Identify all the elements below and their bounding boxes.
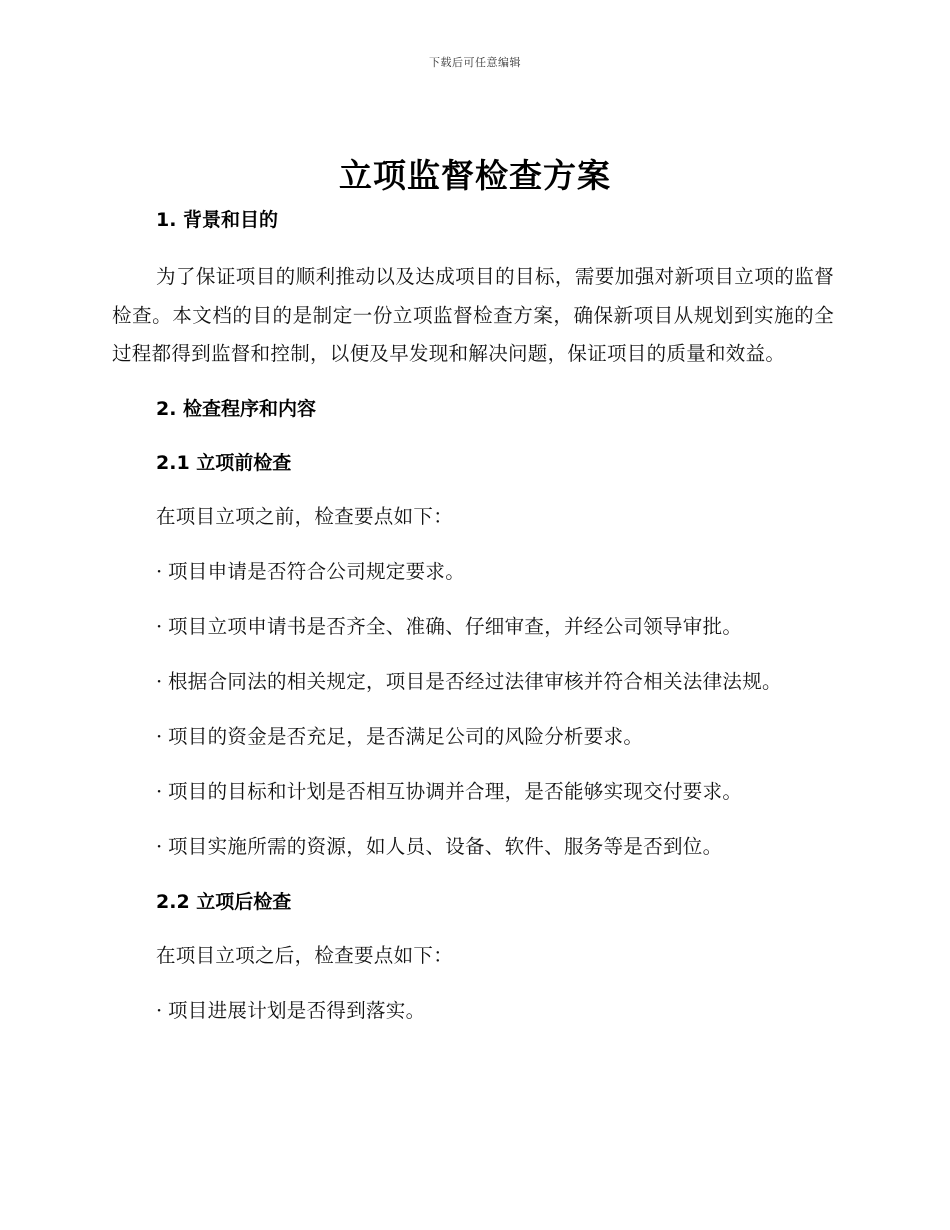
bullet-icon: · — [156, 998, 163, 1022]
section-intro-2-1: 在项目立项之前，检查要点如下： — [156, 504, 454, 528]
section-heading-2: 2. 检查程序和内容 — [156, 397, 317, 420]
bullet-icon: · — [156, 559, 163, 583]
bullet-icon: · — [156, 779, 163, 803]
list-item: · 项目立项申请书是否齐全、准确、仔细审查，并经公司领导审批。 — [112, 609, 834, 645]
header-note: 下载后可任意编辑 — [429, 56, 521, 69]
section-intro-2-2: 在项目立项之后，检查要点如下： — [156, 943, 454, 967]
bullet-icon: · — [156, 834, 163, 858]
list-item: · 项目实施所需的资源，如人员、设备、软件、服务等是否到位。 — [112, 829, 834, 865]
list-item: · 项目申请是否符合公司规定要求。 — [112, 554, 834, 590]
list-item: · 项目的目标和计划是否相互协调并合理，是否能够实现交付要求。 — [112, 774, 834, 810]
list-item: · 项目的资金是否充足，是否满足公司的风险分析要求。 — [112, 719, 834, 755]
section-paragraph-1: 为了保证项目的顺利推动以及达成项目的目标，需要加强对新项目立项的监督检查。本文档的目的是制定一份立项监督检查方案，确保新项目从规划到实施的全过程都得到监督和控制，以便及早发现和解决问题，保证项目的质量和效益。 — [112, 265, 834, 365]
bullet-icon: · — [156, 614, 163, 638]
bullet-icon: · — [156, 724, 163, 748]
section-heading-2-1: 2.1 立项前检查 — [156, 451, 292, 474]
section-heading-2-2: 2.2 立项后检查 — [156, 890, 292, 913]
section-heading-1: 1. 背景和目的 — [156, 209, 279, 231]
document-body — [112, 202, 834, 1048]
list-item: · 项目进展计划是否得到落实。 — [112, 993, 834, 1029]
list-item: · 根据合同法的相关规定，项目是否经过法律审核并符合相关法律法规。 — [112, 664, 834, 700]
document-title: 立项监督检查方案 — [339, 156, 611, 195]
bullet-icon: · — [156, 669, 163, 693]
